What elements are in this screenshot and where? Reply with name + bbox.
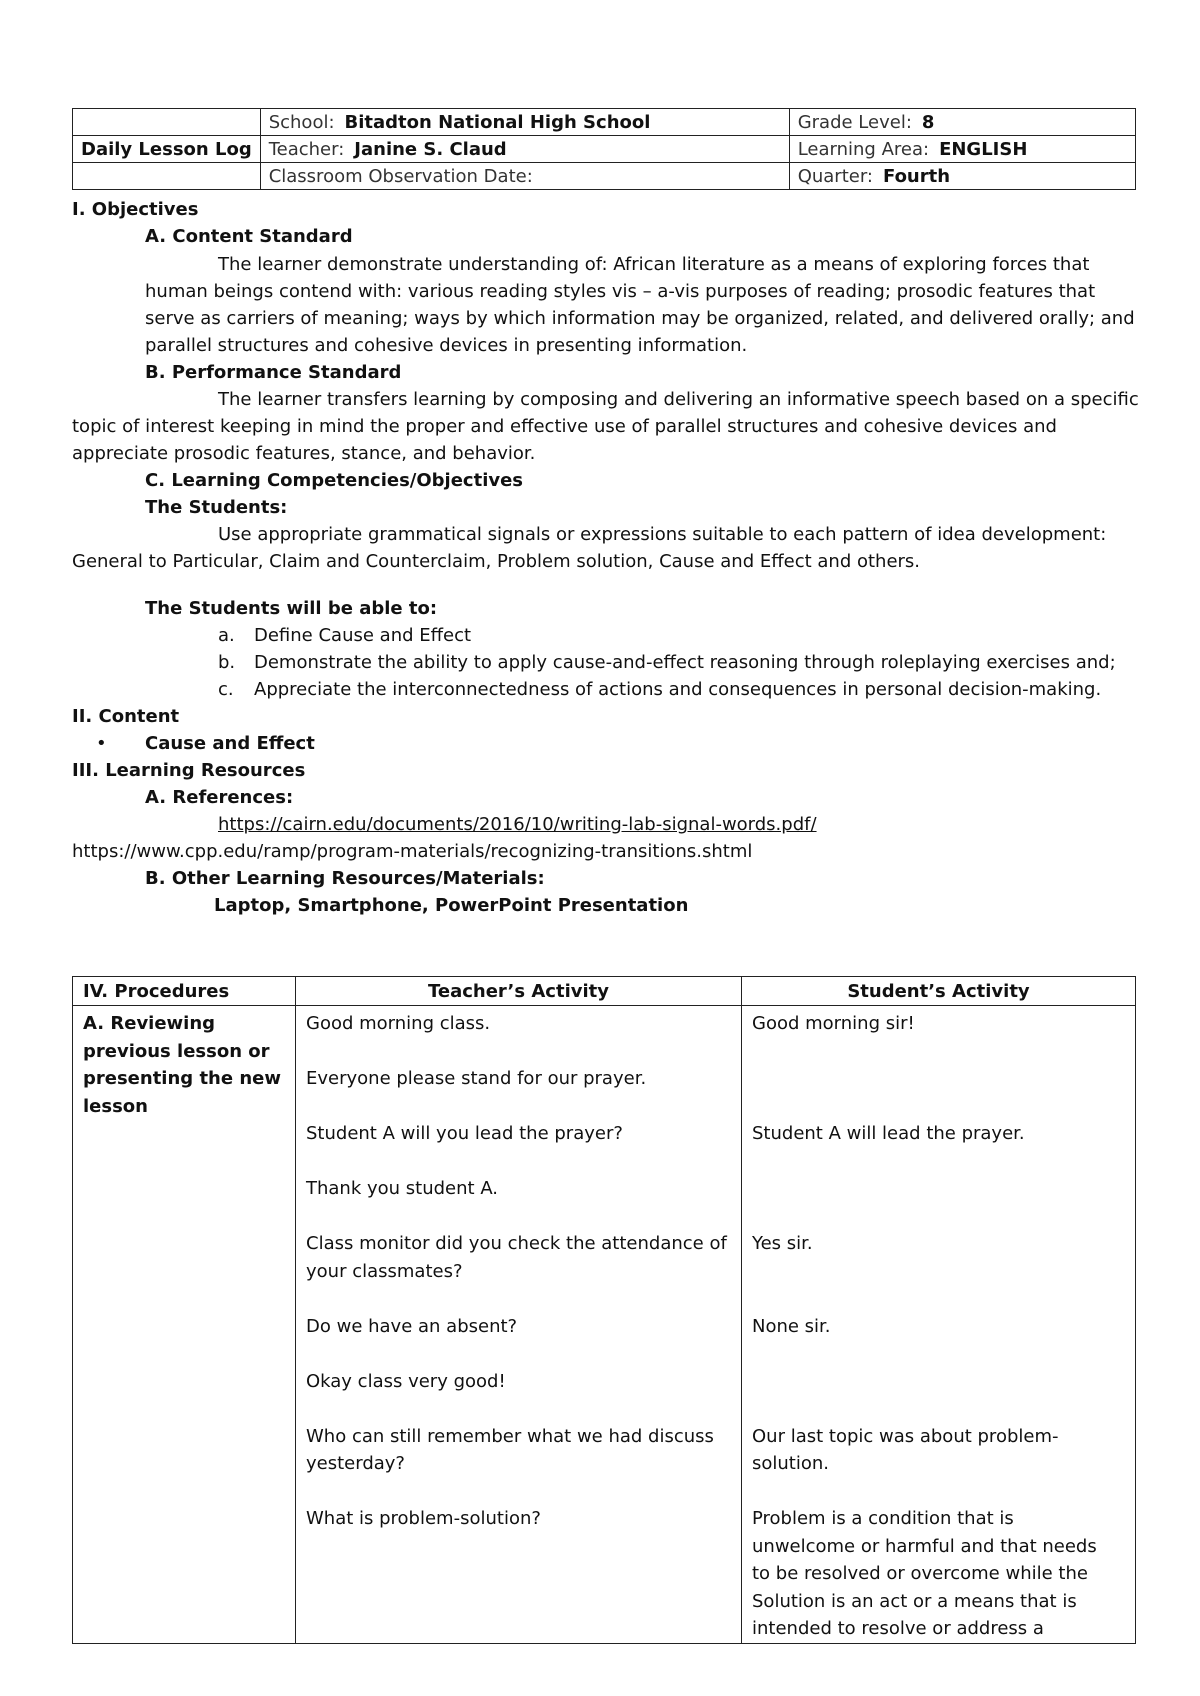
teacher-line: Class monitor did you check the attendance of [306,1233,727,1254]
able-item-marker: b. [218,652,236,673]
student-line [752,1285,1125,1313]
student-line [752,1093,1125,1121]
quarter-label: Quarter: [797,165,873,187]
grade-cell [789,109,1135,136]
teacher-line [306,1203,731,1231]
teacher-cell [260,136,789,163]
performance-standard-heading: B. Performance Standard [145,362,402,383]
content-bullet: • [96,733,107,754]
teacher-line: Everyone please stand for our prayer. [306,1068,647,1089]
content-item: Cause and Effect [145,733,315,754]
header-empty-cell [73,109,261,136]
student-line: unwelcome or harmful and that needs [752,1535,1097,1557]
area-value: ENGLISH [939,138,1028,160]
teacher-line [306,1038,731,1066]
references-heading: A. References: [145,787,294,808]
school-name: Bitadton National High School [344,111,651,133]
student-line: Solution is an act or a means that is [752,1590,1077,1612]
able-item-marker: a. [218,625,235,646]
reference-link-1[interactable]: https://cairn.edu/documents/2016/10/writing-lab-signal-words.pdf/ [218,814,817,835]
observation-cell [260,163,789,190]
student-line [752,1368,1125,1396]
content-standard-line: human beings contend with: various reading styles vis – a-vis purposes of reading; prosodic features that [145,281,1096,302]
area-cell [789,136,1135,163]
student-line [752,1065,1125,1093]
student-line [752,1340,1125,1368]
teacher-line [306,1615,731,1643]
procedures-col-header: IV. Procedures [73,977,296,1006]
teacher-line [306,1560,731,1588]
teacher-line [306,1285,731,1313]
student-line [752,1395,1125,1423]
able-heading: The Students will be able to: [145,598,438,619]
competencies-line: General to Particular, Claim and Counterclaim, Problem solution, Cause and Effect and others. [72,551,921,572]
student-col-header: Student’s Activity [742,977,1136,1006]
teacher-activity [306,1010,731,1643]
student-line: Problem is a condition that is [752,1508,1014,1529]
quarter-cell [789,163,1135,190]
content-standard-line: parallel structures and cohesive devices in presenting information. [145,335,748,356]
student-activity-cell [742,1006,1136,1644]
student-line: Good morning sir! [752,1013,915,1034]
school-cell [260,109,789,136]
performance-standard-line: topic of interest keeping in mind the proper and effective use of parallel structures and cohesive devices and [72,416,1057,437]
content-standard-line: The learner demonstrate understanding of: African literature as a means of exploring forces that [218,254,1090,275]
reference-link-2[interactable]: https://www.cpp.edu/ramp/program-materials/recognizing-transitions.shtml [72,841,753,862]
student-line [752,1038,1125,1066]
step-title [83,1010,285,1120]
resources-heading: III. Learning Resources [72,760,306,781]
grade-value: 8 [921,111,935,133]
quarter-value: Fourth [883,165,951,187]
able-item-text: Define Cause and Effect [254,625,472,646]
header-table [72,108,1136,190]
student-line: Our last topic was about problem- [752,1425,1059,1447]
teacher-line: Good morning class. [306,1013,491,1034]
teacher-col-header: Teacher’s Activity [296,977,742,1006]
content-standard-heading: A. Content Standard [145,226,353,247]
students-heading: The Students: [145,497,288,518]
teacher-line [306,1478,731,1506]
student-line [752,1478,1125,1506]
procedures-table [72,976,1136,1644]
teacher-line [306,1148,731,1176]
teacher-line: What is problem-solution? [306,1508,541,1529]
student-line [752,1148,1125,1176]
step-title-line: A. Reviewing [83,1013,216,1034]
able-item-marker: c. [218,679,234,700]
step-title-line: previous lesson or [83,1040,270,1062]
step-cell [73,1006,296,1644]
grade-label: Grade Level: [797,111,912,133]
other-resources-heading: B. Other Learning Resources/Materials: [145,868,545,889]
teacher-line [306,1395,731,1423]
content-heading: II. Content [72,706,180,727]
teacher-line: yesterday? [306,1453,405,1474]
teacher-line: Thank you student A. [306,1178,499,1199]
student-activity [752,1010,1125,1643]
competencies-line: Use appropriate grammatical signals or expressions suitable to each pattern of idea development: [218,524,1107,545]
student-line [752,1203,1125,1231]
competencies-heading: C. Learning Competencies/Objectives [145,470,524,491]
able-item-text: Demonstrate the ability to apply cause-and-effect reasoning through roleplaying exercises and; [254,652,1116,673]
objectives-heading: I. Objectives [72,199,199,220]
step-title-line: presenting the new [83,1068,281,1089]
materials-list: Laptop, Smartphone, PowerPoint Presentation [214,895,689,916]
teacher-name: Janine S. Claud [354,138,507,160]
teacher-activity-cell [296,1006,742,1644]
log-title: Daily Lesson Log [73,136,261,163]
header-empty-cell-2 [73,163,261,190]
student-line [752,1175,1125,1203]
teacher-line: your classmates? [306,1260,463,1282]
teacher-line: Student A will you lead the prayer? [306,1123,623,1144]
teacher-line: Do we have an absent? [306,1315,518,1337]
performance-standard-line: appreciate prosodic features, stance, and behavior. [72,443,536,464]
teacher-line: Who can still remember what we had discuss [306,1425,714,1447]
student-line: Yes sir. [752,1233,813,1254]
content-standard-line: serve as carriers of meaning; ways by which information may be organized, related, and delivered orally; and [145,308,1135,329]
teacher-line [306,1093,731,1121]
school-label: School: [268,111,335,133]
area-label: Learning Area: [797,138,930,160]
student-line: solution. [752,1453,830,1474]
student-line: Student A will lead the prayer. [752,1123,1025,1144]
teacher-line: Okay class very good! [306,1370,506,1392]
student-line: to be resolved or overcome while the [752,1563,1088,1584]
able-item-text: Appreciate the interconnectedness of actions and consequences in personal decision-making. [254,679,1102,700]
teacher-line [306,1340,731,1368]
observation-label: Classroom Observation Date: [268,165,533,187]
teacher-line [306,1533,731,1561]
performance-standard-line: The learner transfers learning by composing and delivering an informative speech based on a specific [218,389,1139,410]
student-line [752,1258,1125,1286]
teacher-line [306,1588,731,1616]
student-line: None sir. [752,1315,831,1337]
teacher-label: Teacher: [268,138,345,160]
student-line: intended to resolve or address a [752,1618,1044,1639]
step-title-line: lesson [83,1095,148,1117]
